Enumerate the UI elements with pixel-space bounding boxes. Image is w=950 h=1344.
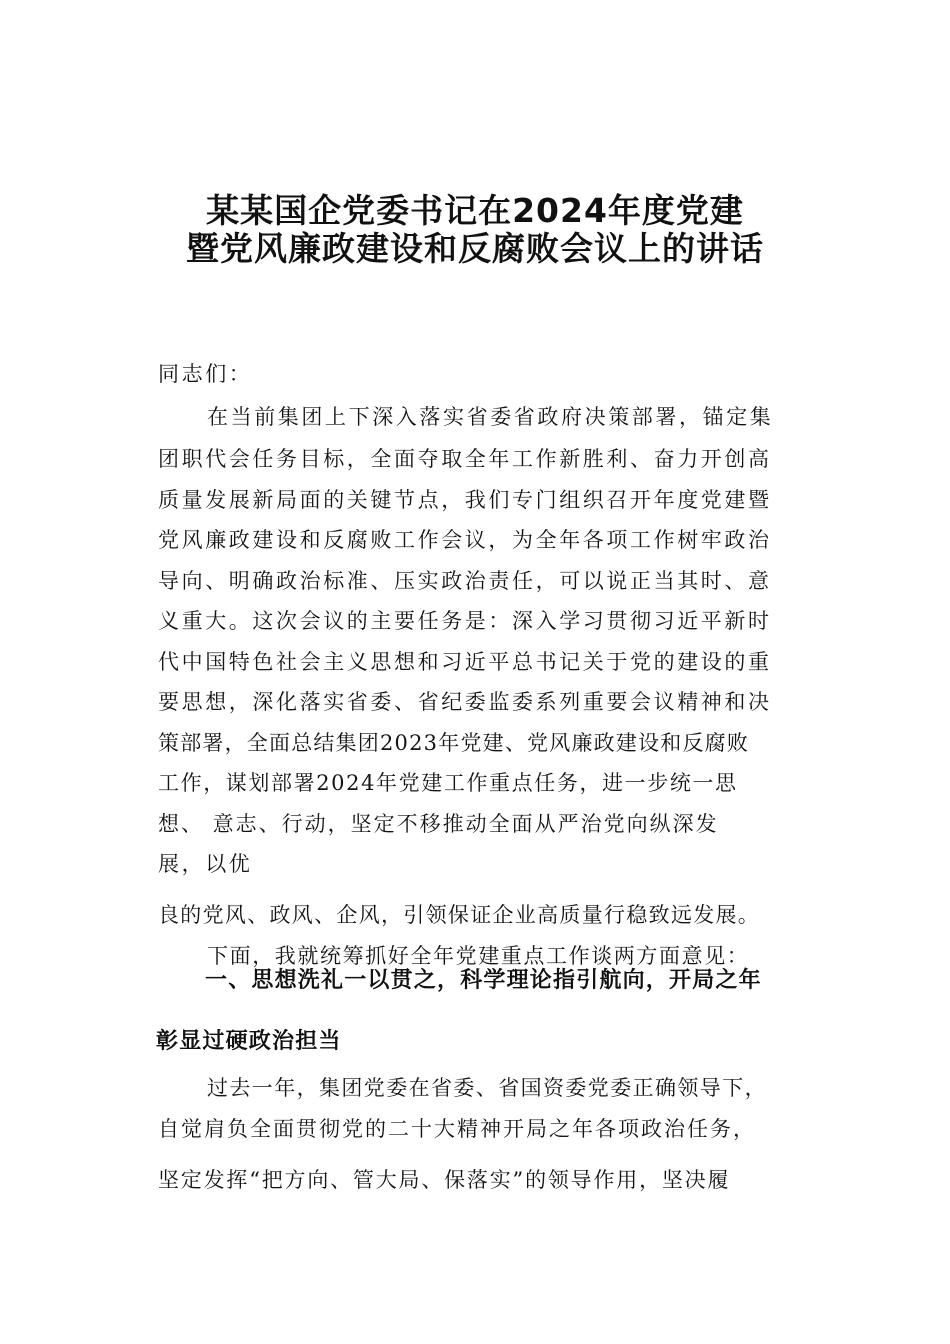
paragraph-2: 下面，我就统筹抓好全年党建重点工作谈两方面意见：: [207, 944, 750, 968]
paragraph-3-line: 坚定发挥“把方向、管大局、保落实”的领导作用，坚决履: [158, 1168, 731, 1192]
paragraph-1-line: 工作，谋划部署2024年党建工作重点任务，进一步统一思: [158, 771, 738, 795]
section-heading-1-line-1: 一、思想洗礼一以贯之，科学理论指引航向，开局之年: [205, 968, 762, 993]
paragraph-3-line: 自觉肩负全面贯彻党的二十大精神开局之年各项政治任务，: [158, 1117, 756, 1141]
paragraph-1-line: 展，以优: [158, 852, 253, 876]
paragraph-1-line: 质量发展新局面的关键节点，我们专门组织召开年度党建暨: [158, 488, 772, 512]
paragraph-1-line: 党风廉政建设和反腐败工作会议，为全年各项工作树牢政治: [158, 528, 772, 552]
paragraph-1-line: 要思想，深化落实省委、省纪委监委系列重要会议精神和决: [158, 690, 772, 714]
paragraph-1-line: 策部署，全面总结集团2023年党建、党风廉政建设和反腐败: [158, 731, 750, 755]
paragraph-1-line: 代中国特色社会主义思想和习近平总书记关于党的建设的重: [158, 650, 772, 674]
paragraph-3-line: 过去一年，集团党委在省委、省国资委党委正确领导下，: [207, 1076, 767, 1100]
paragraph-1-line: 在当前集团上下深入落实省委省政府决策部署，锚定集: [207, 405, 774, 429]
document-title-line-1: 某某国企党委书记在2024年度党建: [206, 191, 744, 230]
greeting: 同志们：: [158, 362, 253, 386]
paragraph-1-line: 导向、明确政治标准、压实政治责任，可以说正当其时、意: [158, 569, 772, 593]
section-heading-1-line-2: 彰显过硬政治担当: [156, 1029, 342, 1054]
paragraph-1-line: 想、 意志、行动，坚定不移推动全面从严治党向纵深发: [158, 812, 719, 836]
paragraph-1-line: 义重大。这次会议的主要任务是：深入学习贯彻习近平新时: [158, 609, 772, 633]
paragraph-1-line: 团职代会任务目标，全面夺取全年工作新胜利、奋力开创高: [158, 447, 772, 471]
document-title-line-2: 暨党风廉政建设和反腐败会议上的讲话: [186, 229, 764, 268]
paragraph-1-line: 良的党风、政风、企风，引领保证企业高质量行稳致远发展。: [158, 903, 761, 927]
